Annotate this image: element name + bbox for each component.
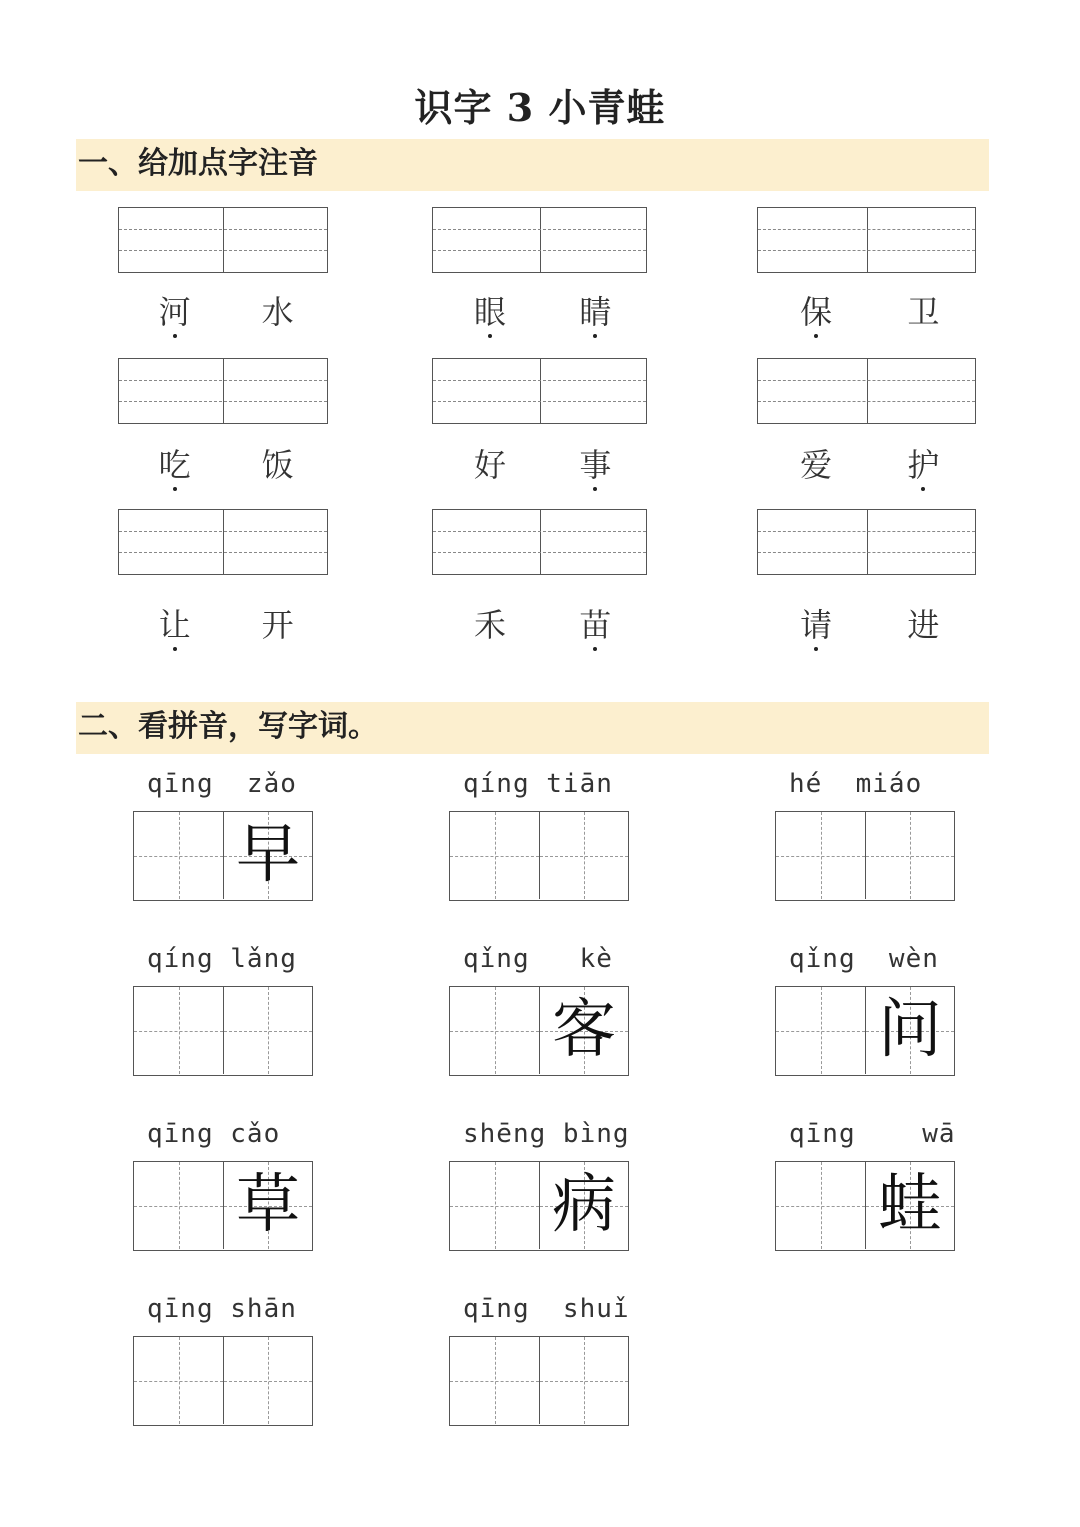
writing-cell[interactable]: [776, 1162, 865, 1249]
tianzige-grid: [449, 1161, 629, 1251]
writing-cell[interactable]: [223, 1162, 312, 1249]
word-character: 保: [786, 292, 846, 332]
writing-cell[interactable]: [223, 812, 312, 899]
writing-cell[interactable]: [450, 1162, 539, 1249]
section2-heading: 二、看拼音，写字词。: [78, 709, 378, 744]
writing-cell[interactable]: [134, 987, 223, 1074]
word-character: 事: [565, 445, 625, 485]
emphasis-dot: [814, 647, 818, 651]
word-character: 饭: [261, 446, 294, 484]
writing-cell[interactable]: [450, 812, 539, 899]
pinyin-answer-box[interactable]: [432, 358, 647, 424]
word-character: 苗: [565, 605, 625, 645]
tianzige-grid: [449, 811, 629, 901]
pinyin-answer-box[interactable]: [118, 207, 328, 273]
writing-cell[interactable]: [865, 1162, 954, 1249]
emphasis-dot: [488, 334, 492, 338]
pinyin-answer-box[interactable]: [118, 509, 328, 575]
given-character: 蛙: [878, 1168, 942, 1242]
given-character: 客: [552, 993, 616, 1067]
pinyin-label: qīng shān: [147, 1294, 297, 1324]
writing-cell[interactable]: [134, 812, 223, 899]
writing-cell[interactable]: [776, 812, 865, 899]
writing-cell[interactable]: [450, 987, 539, 1074]
section1-heading: 一、给加点字注音: [78, 146, 318, 181]
tianzige-grid: [133, 986, 313, 1076]
pinyin-answer-box[interactable]: [757, 509, 976, 575]
emphasis-dot: [173, 487, 177, 491]
writing-cell[interactable]: [134, 1337, 223, 1424]
writing-cell[interactable]: [776, 987, 865, 1074]
tianzige-grid: [775, 986, 955, 1076]
writing-cell[interactable]: [539, 812, 628, 899]
pinyin-label: qīng wā: [789, 1119, 956, 1149]
pinyin-label: shēng bìng: [463, 1119, 630, 1149]
emphasis-dot: [814, 334, 818, 338]
emphasis-dot: [173, 647, 177, 651]
pinyin-answer-box[interactable]: [757, 358, 976, 424]
emphasis-dot: [921, 487, 925, 491]
tianzige-grid: [133, 811, 313, 901]
page-title: 识字 3 小青蛙: [414, 85, 666, 130]
writing-cell[interactable]: [450, 1337, 539, 1424]
tianzige-grid: [775, 1161, 955, 1251]
writing-cell[interactable]: [865, 812, 954, 899]
pinyin-label: qīng cǎo: [147, 1119, 281, 1149]
pinyin-label: qíng tiān: [463, 769, 613, 799]
word-character: 开: [261, 606, 294, 644]
word-character: 护: [893, 445, 953, 485]
word-character: 禾: [474, 606, 507, 644]
word-character: 好: [474, 446, 507, 484]
word-character: 进: [907, 606, 940, 644]
word-character: 卫: [907, 293, 940, 331]
emphasis-dot: [593, 487, 597, 491]
pinyin-label: hé miáo: [789, 769, 923, 799]
pinyin-answer-box[interactable]: [432, 207, 647, 273]
given-character: 草: [236, 1168, 300, 1242]
word-character: 请: [786, 605, 846, 645]
pinyin-answer-box[interactable]: [757, 207, 976, 273]
writing-cell[interactable]: [223, 1337, 312, 1424]
word-character: 睛: [565, 292, 625, 332]
tianzige-grid: [449, 1336, 629, 1426]
pinyin-label: qǐng wèn: [789, 944, 939, 974]
pinyin-label: qīng zǎo: [147, 769, 297, 799]
tianzige-grid: [449, 986, 629, 1076]
pinyin-answer-box[interactable]: [432, 509, 647, 575]
writing-cell[interactable]: [539, 1162, 628, 1249]
word-character: 眼: [460, 292, 520, 332]
emphasis-dot: [593, 647, 597, 651]
word-character: 水: [261, 293, 294, 331]
tianzige-grid: [133, 1161, 313, 1251]
word-character: 河: [145, 292, 205, 332]
writing-cell[interactable]: [223, 987, 312, 1074]
given-character: 病: [552, 1168, 616, 1242]
writing-cell[interactable]: [539, 1337, 628, 1424]
word-character: 爱: [800, 446, 833, 484]
writing-cell[interactable]: [865, 987, 954, 1074]
pinyin-label: qǐng kè: [463, 944, 613, 974]
writing-cell[interactable]: [539, 987, 628, 1074]
pinyin-label: qīng shuǐ: [463, 1294, 630, 1324]
emphasis-dot: [173, 334, 177, 338]
given-character: 早: [236, 818, 300, 892]
tianzige-grid: [775, 811, 955, 901]
section1-heading-band: [76, 139, 989, 191]
word-character: 吃: [145, 445, 205, 485]
pinyin-label: qíng lǎng: [147, 944, 297, 974]
writing-cell[interactable]: [134, 1162, 223, 1249]
given-character: 问: [878, 993, 942, 1067]
word-character: 让: [145, 605, 205, 645]
pinyin-answer-box[interactable]: [118, 358, 328, 424]
tianzige-grid: [133, 1336, 313, 1426]
emphasis-dot: [593, 334, 597, 338]
section2-heading-band: [76, 702, 989, 754]
